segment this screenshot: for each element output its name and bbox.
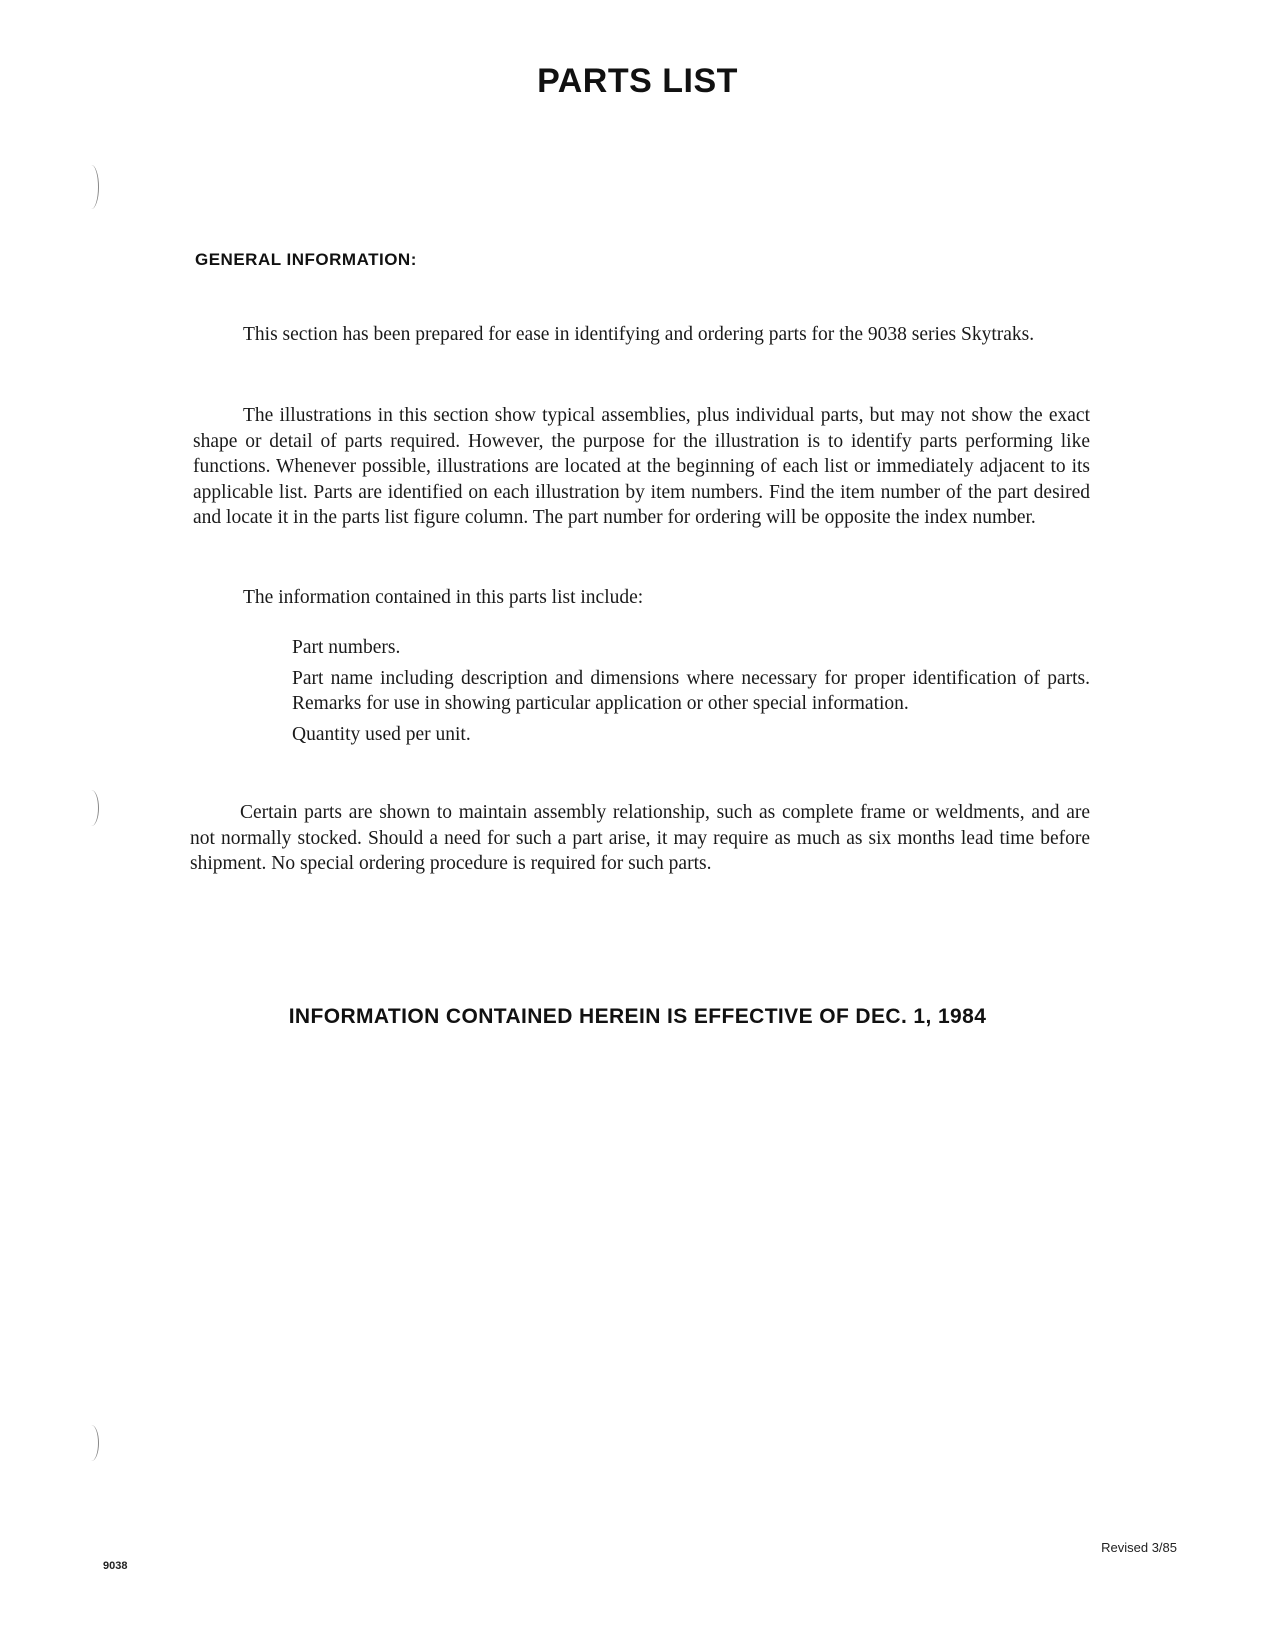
illustrations-paragraph: The illustrations in this section show typical assemblies, plus individual parts, but may not show the exact shape or detail of parts required. However, the purpose for the illustration is to identify parts performing like functions. Whenever possible, illustrations are located at the beginning of each list or immediately adjacent to its applicable list. Parts are identified on each illustration by item numbers. Find the item number of the part desired and locate it in the parts list figure column. The part number for ordering will be opposite the index number. [193,405,1090,528]
list-item: Quantity used per unit. [292,723,471,745]
binder-hole-mark-middle [84,790,99,826]
effective-date-notice: INFORMATION CONTAINED HEREIN IS EFFECTIVE OF DEC. 1, 1984 [288,1005,987,1028]
section-heading: GENERAL INFORMATION: [195,250,417,269]
binder-hole-mark-bottom [84,1425,99,1461]
revision-note: Revised 3/85 [1101,1540,1177,1555]
contents-list [292,635,1090,752]
contents-paragraph: The information contained in this parts list include: [243,587,644,608]
stocking-paragraph: Certain parts are shown to maintain assembly relationship, such as complete frame or weldments, and are not normally stocked. Should a need for such a part arise, it may require as much as six months lead time before shipment. No special ordering procedure is required for such parts. [190,802,1090,874]
intro-paragraph: This section has been prepared for ease in identifying and ordering parts for the 9038 series Skytraks. [243,324,1035,345]
binder-hole-mark-top [84,165,99,209]
page-code: 9038 [103,1560,128,1572]
page-title: PARTS LIST [537,62,738,100]
list-item: Part numbers. [292,637,401,658]
list-item: Part name including description and dimensions where necessary for proper identification of parts. Remarks for use in showing particular application or other special information. [292,667,1090,714]
